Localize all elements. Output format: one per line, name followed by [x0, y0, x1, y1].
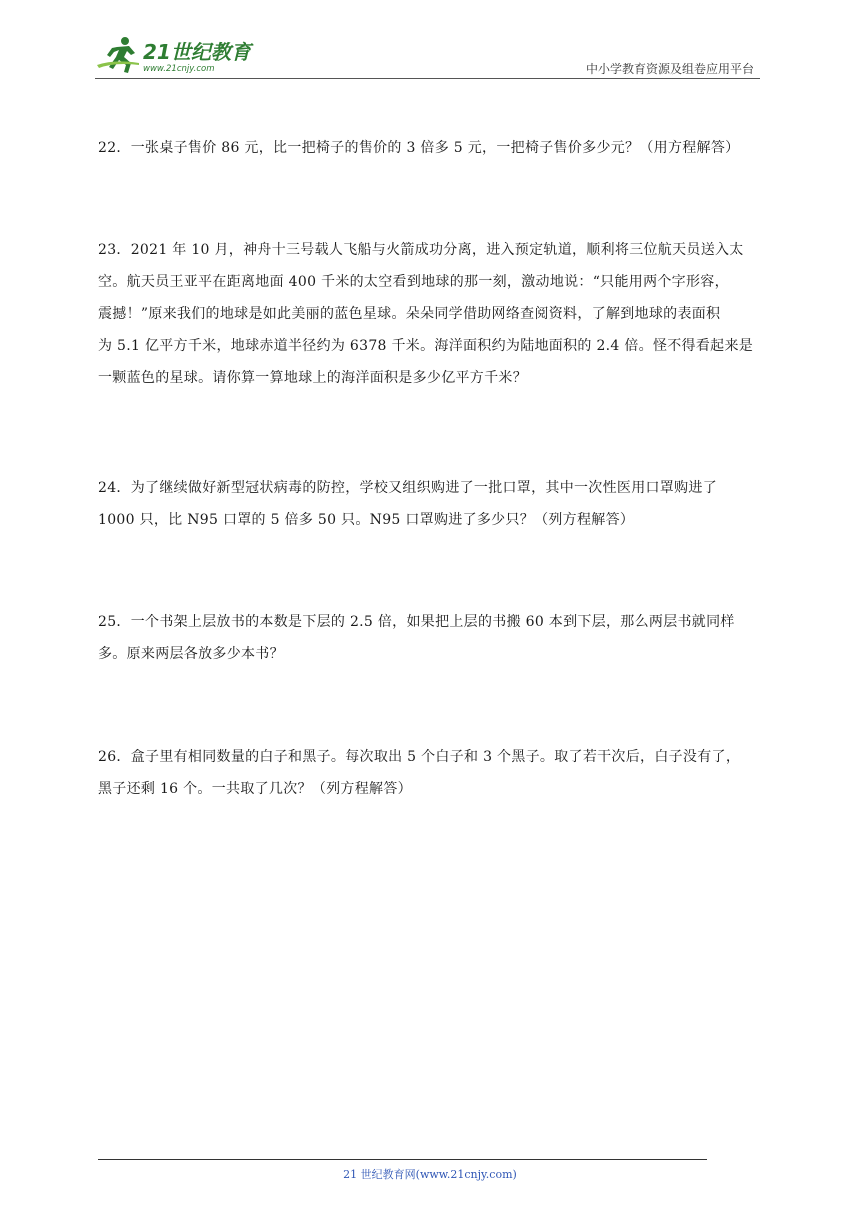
question-line: 空。航天员王亚平在距离地面 400 千米的太空看到地球的那一刻，激动地说：“只能用两个字形容， [98, 274, 729, 290]
question-line: 22．一张桌子售价 86 元，比一把椅子的售价的 3 倍多 5 元，一把椅子售价多少元？（用方程解答） [98, 140, 740, 156]
question-line: 多。原来两层各放多少本书？ [98, 646, 284, 662]
question-25 [98, 606, 770, 670]
platform-name: 中小学教育资源及组卷应用平台 [585, 62, 754, 76]
question-line: 24．为了继续做好新型冠状病毒的防控，学校又组织购进了一批口罩，其中一次性医用口罩购进了 [98, 480, 718, 496]
runner-icon [97, 37, 139, 73]
question-line: 26．盒子里有相同数量的白子和黑子。每次取出 5 个白子和 3 个黑子。取了若干次后，白子没有了， [98, 749, 741, 765]
question-line: 黑子还剩 16 个。一共取了几次？（列方程解答） [98, 781, 412, 797]
page-header [95, 30, 760, 80]
question-26 [98, 741, 770, 805]
logo-url-text: www.21cnjy.com [143, 64, 215, 74]
logo-text: 21世纪教育 [143, 40, 251, 64]
question-line: 1000 只，比 N95 口罩的 5 倍多 50 只。N95 口罩购进了多少只？（列方程解答） [98, 512, 635, 528]
question-line: 25．一个书架上层放书的本数是下层的 2.5 倍，如果把上层的书搬 60 本到下层，那么两层书就同样 [98, 614, 735, 630]
question-line: 震撼！”原来我们的地球是如此美丽的蓝色星球。朵朵同学借助网络查阅资料，了解到地球的表面积 [98, 306, 721, 322]
footer-divider [98, 1159, 707, 1160]
question-line: 23．2021 年 10 月，神舟十三号载人飞船与火箭成功分离，进入预定轨道，顺利将三位航天员送入太 [98, 242, 744, 258]
question-22 [98, 132, 770, 164]
question-23 [98, 234, 770, 394]
header-divider [95, 78, 760, 79]
question-24 [98, 472, 770, 536]
footer-link[interactable]: 21 世纪教育网(www.21cnjy.com) [343, 1168, 517, 1181]
question-line: 一颗蓝色的星球。请你算一算地球上的海洋面积是多少亿平方千米？ [98, 370, 527, 386]
question-line: 为 5.1 亿平方千米，地球赤道半径约为 6378 千米。海洋面积约为陆地面积的 2.4 倍。怪不得看起来是 [98, 338, 754, 354]
site-logo [95, 35, 265, 75]
